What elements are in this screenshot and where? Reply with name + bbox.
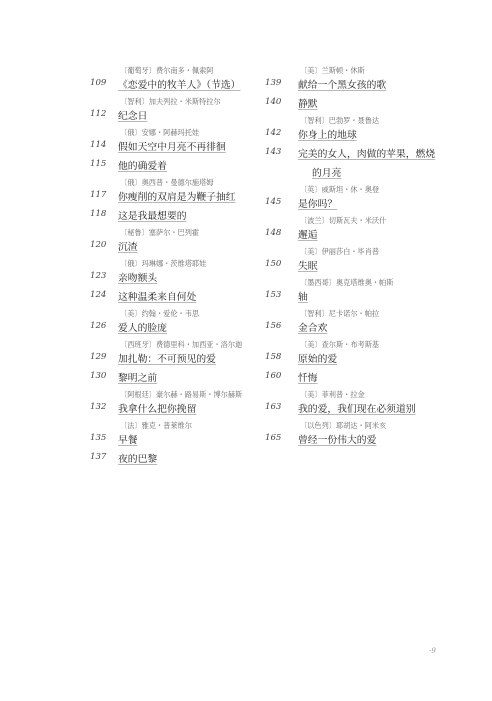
page-number: 117	[90, 190, 107, 200]
author-line: 〔俄〕安娜・阿赫玛托娃	[120, 128, 200, 137]
author-line: 〔以色列〕耶胡达・阿米亥	[300, 421, 387, 430]
page-number: 124	[90, 290, 107, 300]
page-number: 135	[90, 433, 107, 443]
page-number: 153	[265, 290, 282, 300]
author-line: 〔俄〕玛琳娜・茨维塔耶娃	[120, 259, 207, 268]
poem-title-link[interactable]: 黎明之前	[118, 373, 158, 384]
page-number: 115	[90, 159, 107, 169]
page-number: 132	[90, 402, 107, 412]
poem-title-link[interactable]: 假如天空中月亮不再徘徊	[118, 142, 226, 153]
poem-title-link[interactable]: 爱人的脸庞	[118, 323, 167, 334]
poem-title-link[interactable]: 邂逅	[298, 230, 318, 241]
poem-title-link[interactable]: 这是我最想要的	[118, 211, 187, 222]
page-number: 145	[265, 197, 282, 207]
author-line: 〔美〕兰斯顿・休斯	[300, 66, 365, 75]
page-number: 163	[265, 402, 282, 412]
page-number: 137	[90, 452, 107, 462]
author-line: 〔美〕菲利普・拉金	[300, 390, 365, 399]
author-line: 〔俄〕奥西普・曼德尔施塔姆	[120, 178, 214, 187]
page-number: 129	[90, 352, 107, 362]
poem-title-link[interactable]: 加扎勒：不可预见的爱	[118, 354, 216, 365]
poem-title-link[interactable]: 亲吻额头	[118, 273, 158, 284]
author-line: 〔美〕伊丽莎白・毕肖普	[300, 247, 380, 256]
author-line: 〔葡萄牙〕费尔南多・佩索阿	[120, 66, 214, 75]
poem-title-link[interactable]: 献给一个黑女孩的歌	[298, 80, 387, 91]
author-line: 〔英〕威斯坦・休・奥登	[300, 185, 380, 194]
poem-title-link[interactable]: 的月亮	[312, 168, 342, 179]
page-number: 156	[265, 321, 282, 331]
author-line: 〔波兰〕切斯瓦夫・米沃什	[300, 216, 387, 225]
poem-title-link[interactable]: 金合欢	[298, 323, 328, 334]
page-number: 165	[265, 433, 282, 443]
page-number: 109	[90, 78, 107, 88]
poem-title-link[interactable]: 原始的爱	[298, 354, 338, 365]
poem-title-link[interactable]: 他的确爱着	[118, 161, 167, 172]
author-line: 〔美〕约翰・爱伦・韦思	[120, 309, 200, 318]
poem-title-link[interactable]: 静默	[298, 99, 318, 110]
poem-title-link[interactable]: 我的爱，我们现在必须道别	[298, 404, 416, 415]
author-line: 〔智利〕加夫列拉・米斯特拉尔	[120, 97, 221, 106]
author-line: 〔墨西哥〕奥克塔维奥・帕斯	[300, 278, 394, 287]
poem-title-link[interactable]: 这种温柔来自何处	[118, 292, 197, 303]
author-line: 〔智利〕尼卡诺尔・帕拉	[300, 309, 380, 318]
poem-title-link[interactable]: 失眠	[298, 261, 318, 272]
page-number: 150	[265, 259, 282, 269]
page-number: 120	[90, 240, 107, 250]
page-number: 123	[90, 271, 107, 281]
page-number-marker: -9	[429, 647, 436, 655]
poem-title-link[interactable]: 夜的巴黎	[118, 454, 158, 465]
page-number: 140	[265, 97, 282, 107]
page-number: 158	[265, 352, 282, 362]
author-line: 〔阿根廷〕豪尔赫・路易斯・博尔赫斯	[120, 390, 243, 399]
poem-title-link[interactable]: 沉渣	[118, 242, 138, 253]
page-number: 139	[265, 78, 282, 88]
poem-title-link[interactable]: 早餐	[118, 435, 138, 446]
poem-title-link[interactable]: 你身上的地球	[298, 130, 357, 141]
page-number: 142	[265, 128, 282, 138]
poem-title-link[interactable]: 《恋爱中的牧羊人》（节选）	[118, 80, 241, 91]
author-line: 〔美〕查尔斯・布考斯基	[300, 340, 380, 349]
page-number: 143	[265, 147, 282, 157]
poem-title-link[interactable]: 纪念日	[118, 111, 148, 122]
author-line: 〔法〕雅克・普莱维尔	[120, 421, 192, 430]
poem-title-link[interactable]: 完美的女人，肉做的苹果，燃烧	[298, 149, 436, 160]
author-line: 〔智利〕巴勃罗・聂鲁达	[300, 116, 380, 125]
page-number: 160	[265, 371, 282, 381]
page-number: 114	[90, 140, 107, 150]
poem-title-link[interactable]: 是你吗？	[298, 199, 338, 210]
poem-title-link[interactable]: 我拿什么把你挽留	[118, 404, 197, 415]
author-line: 〔秘鲁〕塞萨尔・巴列霍	[120, 228, 200, 237]
poem-title-link[interactable]: 忏悔	[298, 373, 318, 384]
poem-title-link[interactable]: 你瘦削的双肩是为鞭子抽红	[118, 192, 236, 203]
page-number: 148	[265, 228, 282, 238]
page-number: 126	[90, 321, 107, 331]
poem-title-link[interactable]: 轴	[298, 292, 308, 303]
author-line: 〔西班牙〕费德里科・加西亚・洛尔迦	[120, 340, 243, 349]
page-number: 118	[90, 209, 107, 219]
page-number: 112	[90, 109, 107, 119]
poem-title-link[interactable]: 曾经一份伟大的爱	[298, 435, 377, 446]
page-number: 130	[90, 371, 107, 381]
